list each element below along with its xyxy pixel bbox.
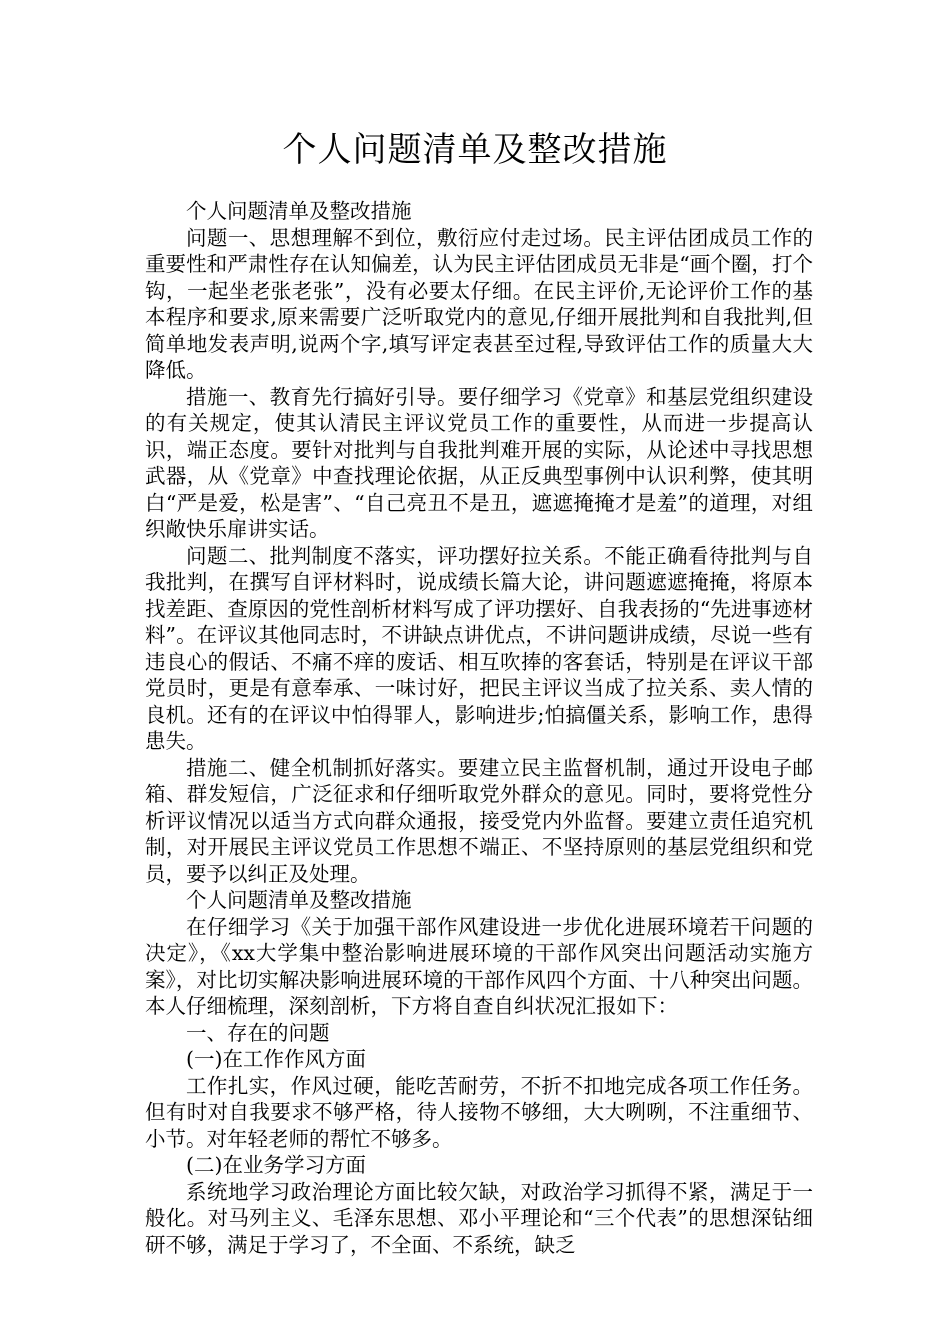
- paragraph: 系统地学习政治理论方面比较欠缺，对政治学习抓得不紧，满足于一般化。对马列主义、毛泽东思想、邓小平理论和“三个代表”的思想深钻细研不够，满足于学习了，不全面、不系统，缺乏: [145, 1179, 813, 1257]
- paragraph: 问题一、思想理解不到位，敷衍应付走过场。民主评估团成员工作的重要性和严肃性存在认知偏差，认为民主评估团成员无非是“画个圈，打个钩，一起坐老张老张”，没有必要太仔细。在民主评价,无论评价工作的基本程序和要求,原来需要广泛听取党内的意见,仔细开展批判和自我批判,但简单地发表声明,说两个字,填写评定表甚至过程,导致评估工作的质量大大降低。: [145, 225, 813, 382]
- paragraph: 在仔细学习《关于加强干部作风建设进一步优化进展环境若干问题的决定》，《xx大学集中整治影响进展环境的干部作风突出问题活动实施方案》，对比切实解决影响进展环境的干部作风四个方面、十八种突出问题。本人仔细梳理，深刻剖析，下方将自查自纠状况汇报如下：: [145, 914, 813, 1018]
- paragraph: 问题二、批判制度不落实，评功摆好拉关系。不能正确看待批判与自我批判，在撰写自评材料时，说成绩长篇大论，讲问题遮遮掩掩，将原本找差距、查原因的党性剖析材料写成了评功摆好、自我表扬的“先进事迹材料”。在评议其他同志时，不讲缺点讲优点，不讲问题讲成绩，尽说一些有违良心的假话、不痛不痒的废话、相互吹捧的客套话，特别是在评议干部党员时，更是有意奉承、一味讨好，把民主评议当成了拉关系、卖人情的良机。还有的在评议中怕得罪人，影响进步;怕搞僵关系，影响工作，患得患失。: [145, 543, 813, 753]
- paragraph: 措施二、健全机制抓好落实。要建立民主监督机制，通过开设电子邮箱、群发短信，广泛征求和仔细听取党外群众的意见。同时，要将党性分析评议情况以适当方式向群众通报，接受党内外监督。要建立责任追究机制，对开展民主评议党员工作思想不端正、不坚持原则的基层党组织和党员，要予以纠正及处理。: [145, 755, 813, 886]
- subsection-heading: (一)在工作作风方面: [186, 1047, 366, 1071]
- paragraph: 个人问题清单及整改措施: [186, 199, 412, 223]
- paragraph: 工作扎实，作风过硬，能吃苦耐劳，不折不扣地完成各项工作任务。但有时对自我要求不够严格，待人接物不够细，大大咧咧，不注重细节、小节。对年轻老师的帮忙不够多。: [145, 1073, 813, 1151]
- document-title: 个人问题清单及整改措施: [282, 130, 668, 170]
- section-heading: 一、存在的问题: [186, 1020, 330, 1045]
- paragraph: 措施一、教育先行搞好引导。要仔细学习《党章》和基层党组织建设的有关规定，使其认清民主评议党员工作的重要性，从而进一步提高认识，端正态度。要针对批判与自我批判难开展的实际，从论述中寻找思想武器，从《党章》中查找理论依据，从正反典型事例中认识利弊，使其明白“严是爱，松是害”、“自己亮丑不是丑，遮遮掩掩才是羞”的道理，对组织敞快乐扉讲实话。: [145, 384, 813, 541]
- paragraph: 个人问题清单及整改措施: [186, 888, 412, 912]
- subsection-heading: (二)在业务学习方面: [186, 1153, 366, 1177]
- document-body: [145, 198, 813, 1258]
